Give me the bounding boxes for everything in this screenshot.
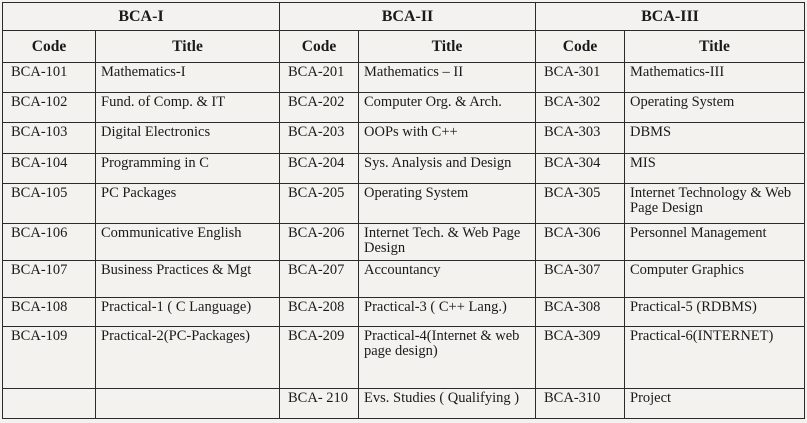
title-header: Title <box>96 31 280 62</box>
course-code: BCA-109 <box>3 327 96 389</box>
table-row <box>3 183 805 223</box>
course-title: Mathematics-III <box>625 62 805 92</box>
course-title: Practical-2(PC-Packages) <box>96 327 280 389</box>
course-title: Practical-5 (RDBMS) <box>625 297 805 326</box>
course-title: MIS <box>625 153 805 183</box>
course-code: BCA-302 <box>536 92 625 122</box>
code-header: Code <box>536 31 625 62</box>
course-code <box>3 388 96 418</box>
course-code: BCA-207 <box>280 261 359 298</box>
course-title: Digital Electronics <box>96 123 280 153</box>
course-title: PC Packages <box>96 183 280 223</box>
course-code: BCA-204 <box>280 153 359 183</box>
course-code: BCA-304 <box>536 153 625 183</box>
course-code: BCA-305 <box>536 183 625 223</box>
course-code: BCA-201 <box>280 62 359 92</box>
course-code: BCA-206 <box>280 223 359 261</box>
course-title: Mathematics-I <box>96 62 280 92</box>
course-title: DBMS <box>625 123 805 153</box>
course-title: OOPs with C++ <box>359 123 536 153</box>
course-code: BCA-209 <box>280 327 359 389</box>
course-code: BCA-308 <box>536 297 625 326</box>
course-title: Business Practices & Mgt <box>96 261 280 298</box>
course-title: Mathematics – II <box>359 62 536 92</box>
code-header: Code <box>3 31 96 62</box>
table-row <box>3 123 805 153</box>
course-code: BCA-303 <box>536 123 625 153</box>
course-code: BCA-205 <box>280 183 359 223</box>
course-title: Internet Technology & Web Page Design <box>625 183 805 223</box>
course-code: BCA-104 <box>3 153 96 183</box>
course-code: BCA-306 <box>536 223 625 261</box>
table-row <box>3 327 805 389</box>
course-code: BCA-102 <box>3 92 96 122</box>
group-header-bca-ii: BCA-II <box>280 3 536 31</box>
course-code: BCA-202 <box>280 92 359 122</box>
course-code: BCA-105 <box>3 183 96 223</box>
course-title: Practical-6(INTERNET) <box>625 327 805 389</box>
title-header: Title <box>359 31 536 62</box>
course-code: BCA-203 <box>280 123 359 153</box>
course-code: BCA-103 <box>3 123 96 153</box>
course-table <box>2 2 805 419</box>
course-title <box>96 388 280 418</box>
course-title: Project <box>625 388 805 418</box>
group-header-bca-i: BCA-I <box>3 3 280 31</box>
course-title: Evs. Studies ( Qualifying ) <box>359 388 536 418</box>
course-code: BCA-301 <box>536 62 625 92</box>
course-title: Practical-3 ( C++ Lang.) <box>359 297 536 326</box>
course-title: Internet Tech. & Web Page Design <box>359 223 536 261</box>
course-title: Practical-4(Internet & web page design) <box>359 327 536 389</box>
table-row <box>3 261 805 298</box>
course-code: BCA- 210 <box>280 388 359 418</box>
title-header: Title <box>625 31 805 62</box>
course-title: Communicative English <box>96 223 280 261</box>
course-code: BCA-307 <box>536 261 625 298</box>
course-title: Accountancy <box>359 261 536 298</box>
course-code: BCA-208 <box>280 297 359 326</box>
code-header: Code <box>280 31 359 62</box>
course-title: Fund. of Comp. & IT <box>96 92 280 122</box>
table-row <box>3 388 805 418</box>
course-title: Operating System <box>359 183 536 223</box>
table-body <box>3 62 805 418</box>
course-title: Practical-1 ( C Language) <box>96 297 280 326</box>
course-title: Programming in C <box>96 153 280 183</box>
course-code: BCA-310 <box>536 388 625 418</box>
course-title: Computer Graphics <box>625 261 805 298</box>
course-title: Personnel Management <box>625 223 805 261</box>
group-header-bca-iii: BCA-III <box>536 3 805 31</box>
course-code: BCA-107 <box>3 261 96 298</box>
course-code: BCA-101 <box>3 62 96 92</box>
course-title: Sys. Analysis and Design <box>359 153 536 183</box>
course-code: BCA-309 <box>536 327 625 389</box>
course-code: BCA-108 <box>3 297 96 326</box>
table-row <box>3 223 805 261</box>
table-row <box>3 92 805 122</box>
course-title: Operating System <box>625 92 805 122</box>
course-code: BCA-106 <box>3 223 96 261</box>
course-title: Computer Org. & Arch. <box>359 92 536 122</box>
table-row <box>3 153 805 183</box>
table-row <box>3 62 805 92</box>
table-row <box>3 297 805 326</box>
